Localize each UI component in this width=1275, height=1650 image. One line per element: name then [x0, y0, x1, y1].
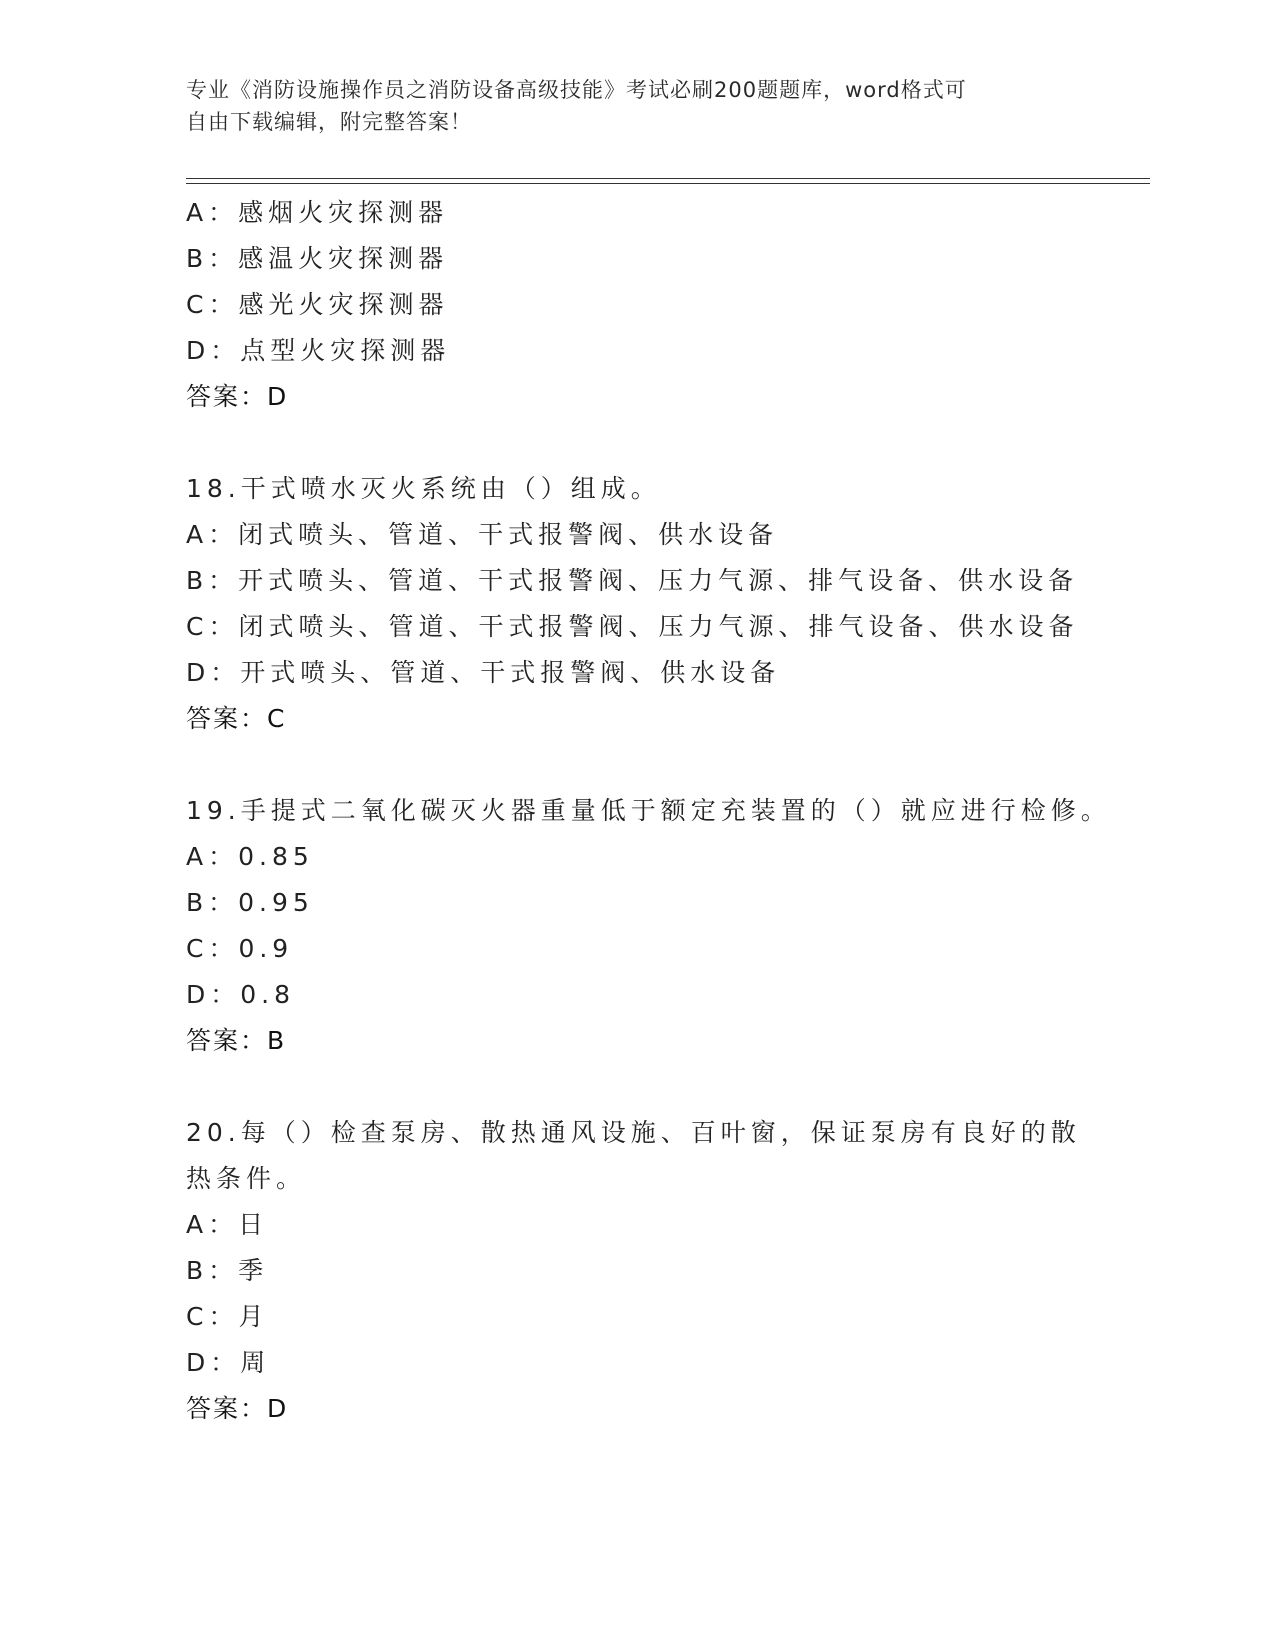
header-divider-top — [186, 178, 1150, 179]
option-b: B：感温火灾探测器 — [186, 244, 449, 273]
question-list — [186, 190, 1146, 1432]
option-b: B：0.95 — [186, 888, 314, 917]
spacer — [186, 420, 1146, 466]
answer-line: 答案：D — [186, 382, 289, 411]
question-17 — [186, 190, 1146, 420]
option-b: B：开式喷头、管道、干式报警阀、压力气源、排气设备、供水设备 — [186, 566, 1079, 595]
spacer — [186, 1064, 1146, 1110]
header-line-2: 自由下载编辑，附完整答案！ — [186, 110, 472, 134]
option-c: C：0.9 — [186, 934, 294, 963]
option-c: C：月 — [186, 1302, 269, 1331]
answer-line: 答案：D — [186, 1394, 289, 1423]
document-header — [186, 74, 1086, 138]
question-stem: 19.手提式二氧化碳灭火器重量低于额定充装置的（）就应进行检修。 — [186, 796, 1111, 825]
option-a: A：感烟火灾探测器 — [186, 198, 449, 227]
option-a: A：闭式喷头、管道、干式报警阀、供水设备 — [186, 520, 779, 549]
answer-line: 答案：C — [186, 704, 287, 733]
option-a: A：日 — [186, 1210, 269, 1239]
option-c: C：感光火灾探测器 — [186, 290, 449, 319]
spacer — [186, 742, 1146, 788]
option-d: D：开式喷头、管道、干式报警阀、供水设备 — [186, 658, 781, 687]
answer-line: 答案：B — [186, 1026, 287, 1055]
header-divider-bottom — [186, 183, 1150, 184]
option-b: B：季 — [186, 1256, 269, 1285]
question-stem: 18.干式喷水灭火系统由（）组成。 — [186, 474, 661, 503]
header-line-1: 专业《消防设施操作员之消防设备高级技能》考试必刷200题题库，word格式可 — [186, 78, 967, 102]
option-d: D：点型火灾探测器 — [186, 336, 451, 365]
question-18 — [186, 466, 1146, 742]
option-a: A：0.85 — [186, 842, 314, 871]
question-stem: 20.每（）检查泵房、散热通风设施、百叶窗，保证泵房有良好的散热条件。 — [186, 1118, 1081, 1193]
option-d: D：周 — [186, 1348, 271, 1377]
option-c: C：闭式喷头、管道、干式报警阀、压力气源、排气设备、供水设备 — [186, 612, 1079, 641]
question-20 — [186, 1110, 1146, 1432]
question-19 — [186, 788, 1146, 1064]
option-d: D：0.8 — [186, 980, 296, 1009]
